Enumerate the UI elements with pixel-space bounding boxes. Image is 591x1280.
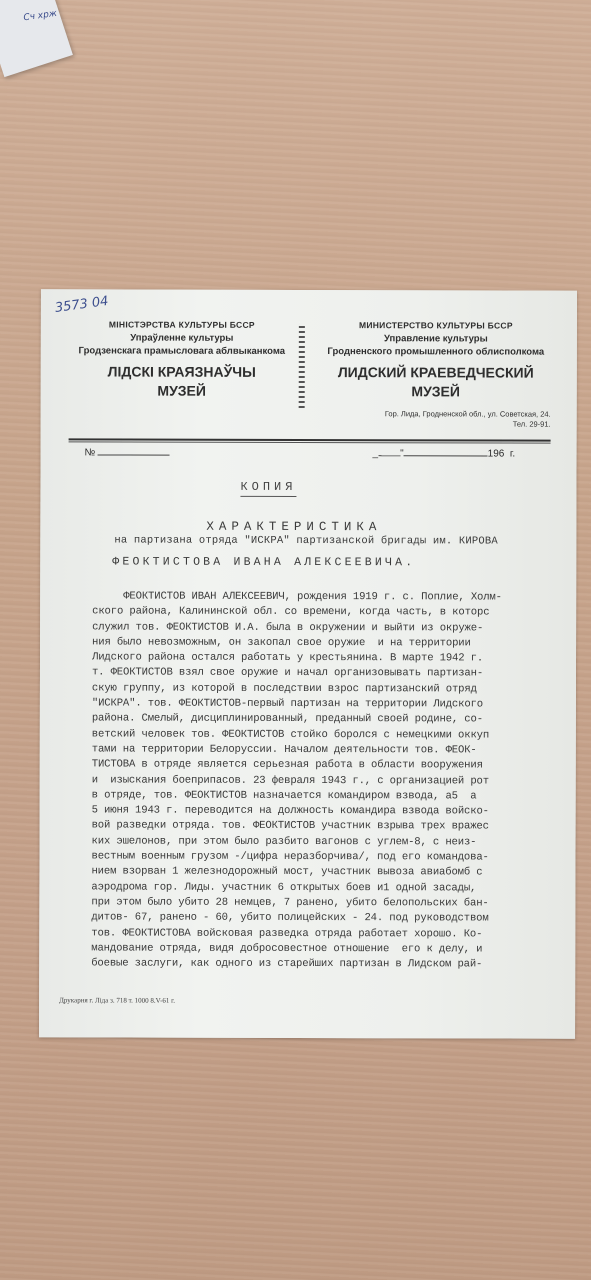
- header-right-museum-line1: ЛИДСКИЙ КРАЕВЕДЧЕСКИЙ: [337, 364, 534, 381]
- document-number-field: [85, 447, 170, 458]
- body-line: нием взорван 1 железнодорожный мост, участник вывоза авиабомб с: [91, 865, 483, 879]
- handwritten-registration-number: 3573 04: [54, 293, 110, 317]
- body-line: района. Смелый, дисциплинированный, преданный своей родине, со-: [91, 712, 483, 726]
- body-line: тами на территории Белоруссии. Началом деятельности тов. ФЕОК-: [91, 743, 477, 757]
- header-left-museum-line2: МУЗЕЙ: [157, 382, 207, 399]
- body-line: "ИСКРА". тов. ФЕОКТИСТОВ-первый партизан на территории Лидского: [91, 697, 483, 711]
- body-line: и изыскания боеприпасов. 23 февраля 1943 г., с организацией рот: [91, 773, 489, 788]
- number-label: №: [84, 447, 96, 459]
- header-right-union: Гродненского промышленного облисполкома: [327, 346, 545, 358]
- date-month-blank: [404, 455, 488, 456]
- partisan-name: ФЕОКТИСТОВА ИВАНА АЛЕКСЕЕВИЧА.: [112, 555, 416, 570]
- body-line: 5 июня 1943 г. переводится на должность командира взвода войско-: [91, 804, 489, 818]
- date-dash: _: [372, 448, 379, 460]
- header-right-department: Управление культуры: [383, 333, 488, 345]
- body-line: при этом было убито 28 немцев, 7 ранено, убито белопольских бан-: [91, 896, 489, 910]
- header-left-union: Гродзенскага прамысловага аблвыканкома: [78, 345, 286, 357]
- body-line: ветский человек тов. ФЕОКТИСТОВ стойко боролся с немецкими оккуп: [91, 728, 490, 742]
- header-right-museum-line2: МУЗЕЙ: [411, 383, 461, 400]
- date-year-suffix: г.: [509, 448, 516, 460]
- document-date-field: [373, 448, 516, 459]
- body-line: тов. ФЕОКТИСТОВА войсковая разведка отряда работает хорошо. Ко-: [91, 926, 483, 940]
- document-subtitle: на партизана отряда "ИСКРА" партизанской бригады им. КИРОВА: [114, 534, 498, 548]
- body-line: в отряде, тов. ФЕОКТИСТОВ назначается командиром взвода, а5 а: [91, 789, 477, 803]
- body-line: Лидского района остался работать у крестьянина. В марте 1942 г.: [92, 651, 484, 665]
- copy-label: КОПИЯ: [240, 480, 296, 497]
- header-dotted-divider: [299, 326, 305, 410]
- date-year: 196: [487, 448, 505, 460]
- header-left-museum: [73, 362, 291, 401]
- header-rule-thin: [69, 441, 551, 443]
- body-line: мандование отряда, видя добросовестное отношение его к делу, и: [91, 942, 483, 956]
- body-line: т. ФЕОКТИСТОВ взял свое оружие и начал организовывать партизан-: [91, 666, 484, 680]
- characteristic-body: [91, 589, 574, 973]
- number-blank: [97, 454, 169, 455]
- date-quote: ": [400, 448, 404, 460]
- body-line: дитов- 67, ранено - 60, убито полицейских - 24. под руководством: [91, 911, 489, 925]
- header-left-department: Упраўленне культуры: [130, 332, 234, 344]
- header-right-address-block: [321, 409, 551, 430]
- header-phone: Тел. 29-91.: [512, 419, 551, 429]
- body-line: вестным военным грузом -/цифра неразборчива/, под его командова-: [91, 850, 489, 864]
- body-line: боевые заслуги, как одного из старейших партизан в Лидском рай-: [91, 957, 483, 971]
- body-line: вой разведки отряда. тов. ФЕОКТИСТОВ участник взрыва трех вражес: [91, 819, 489, 833]
- body-line: аэродрома гор. Лиды. участник 6 открытых боев и1 одной засады,: [91, 881, 477, 895]
- body-line: ния было невозможным, он закопал свое оружие и на территории: [92, 636, 471, 650]
- body-line: ского района, Калининской обл. со времени, когда часть, в которс: [92, 605, 490, 619]
- header-address: Гор. Лида, Гродненской обл., ул. Советская, 24.: [384, 409, 551, 419]
- body-line: скую группу, из которой в последствии взрос партизанский отряд: [91, 682, 477, 696]
- corner-paper-note: [0, 0, 73, 77]
- body-line: ФЕОКТИСТОВ ИВАН АЛЕКСЕЕВИЧ, рождения 1919 г. с. Поплие, Холм-: [92, 590, 502, 604]
- body-line: служил тов. ФЕОКТИСТОВ И.А. была в окружении и выйти из окруже-: [92, 621, 484, 635]
- header-left-ministry: МІНІСТЭРСТВА КУЛЬТУРЫ БССР: [108, 319, 255, 330]
- header-right-museum: [321, 363, 551, 402]
- corner-note-text: Сч хрж: [22, 8, 58, 24]
- header-belarusian: [73, 319, 291, 401]
- document-sheet: [39, 289, 577, 1038]
- body-line: ких эшелонов, при этом было разбито вагонов с углем-8, с неиз-: [91, 835, 477, 849]
- header-right-ministry: МИНИСТЕРСТВО КУЛЬТУРЫ БССР: [358, 320, 513, 331]
- document-title: ХАРАКТЕРИСТИКА: [206, 519, 382, 535]
- header-russian: [321, 320, 551, 430]
- printer-imprint: Друкарня г. Ліда з. 718 т. 1000 8.V-61 г.: [59, 996, 176, 1005]
- body-line: ТИСТОВА в отряде является серьезная работа в области вооружения: [91, 758, 483, 772]
- header-left-museum-line1: ЛІДСКІ КРАЯЗНАЎЧЫ: [107, 363, 256, 380]
- date-day-blank: [378, 455, 400, 456]
